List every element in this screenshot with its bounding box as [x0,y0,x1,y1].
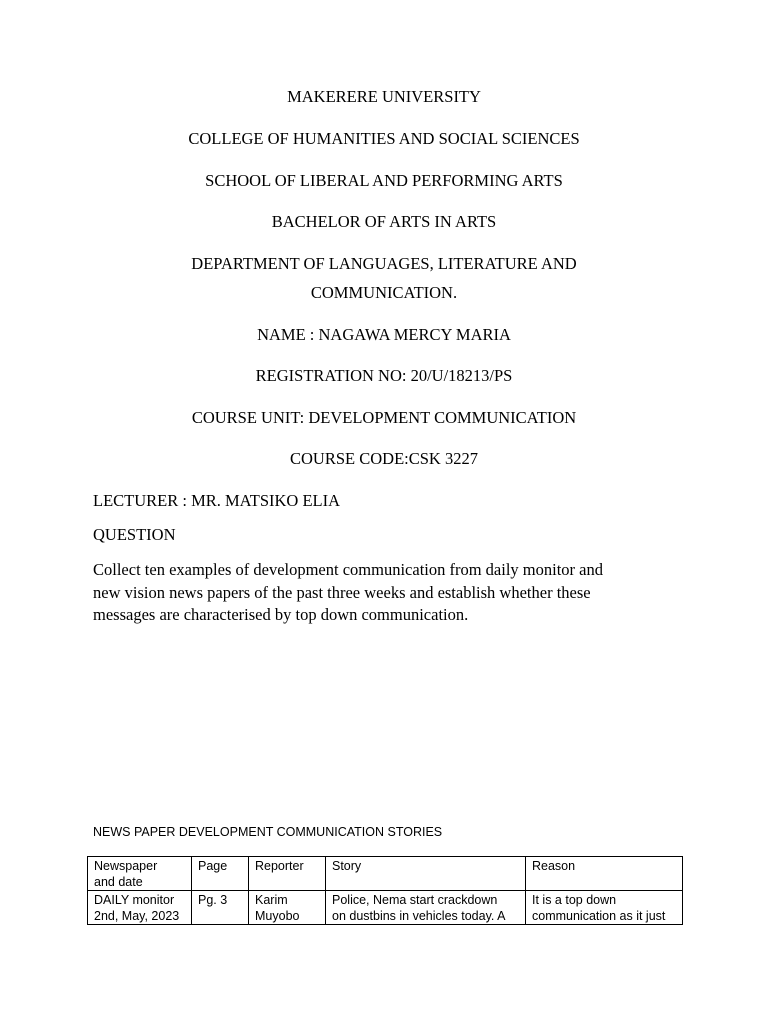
department-name-line2: COMMUNICATION. [310,283,458,302]
question-heading: QUESTION [93,525,176,544]
question-line: Collect ten examples of development communication from daily monitor and [93,560,603,579]
table-caption: NEWS PAPER DEVELOPMENT COMMUNICATION STORIES [93,825,443,839]
header-cell-story: Story [326,857,526,891]
stories-table [87,856,683,925]
cell-page: Pg. 3 [192,891,249,925]
header-cell-newspaper: Newspaper and date [88,857,192,891]
college-name: COLLEGE OF HUMANITIES AND SOCIAL SCIENCES [188,129,580,148]
header-cell-page: Page [192,857,249,891]
cell-story: Police, Nema start crackdown on dustbins in vehicles today. A [326,891,526,925]
header-cell-reporter: Reporter [249,857,326,891]
course-unit: COURSE UNIT: DEVELOPMENT COMMUNICATION [191,408,577,427]
department-name-line1: DEPARTMENT OF LANGUAGES, LITERATURE AND [191,254,577,273]
programme-name: BACHELOR OF ARTS IN ARTS [271,212,497,231]
question-line: new vision news papers of the past three weeks and establish whether these [93,582,591,602]
student-name: NAME : NAGAWA MERCY MARIA [257,325,511,344]
school-name: SCHOOL OF LIBERAL AND PERFORMING ARTS [205,171,563,190]
question-line: messages are characterised by top down communication. [93,605,469,624]
cell-newspaper: DAILY monitor 2nd, May, 2023 [88,891,192,925]
lecturer-name: LECTURER : MR. MATSIKO ELIA [93,491,341,510]
table-header-row [88,857,683,891]
cell-reason: It is a top down communication as it just [526,891,683,925]
header-cell-reason: Reason [526,857,683,891]
question-text [93,559,673,627]
university-name: MAKERERE UNIVERSITY [287,87,481,106]
registration-number: REGISTRATION NO: 20/U/18213/PS [255,366,513,385]
course-code: COURSE CODE:CSK 3227 [290,449,478,468]
table-row [88,891,683,925]
cell-reporter: Karim Muyobo [249,891,326,925]
